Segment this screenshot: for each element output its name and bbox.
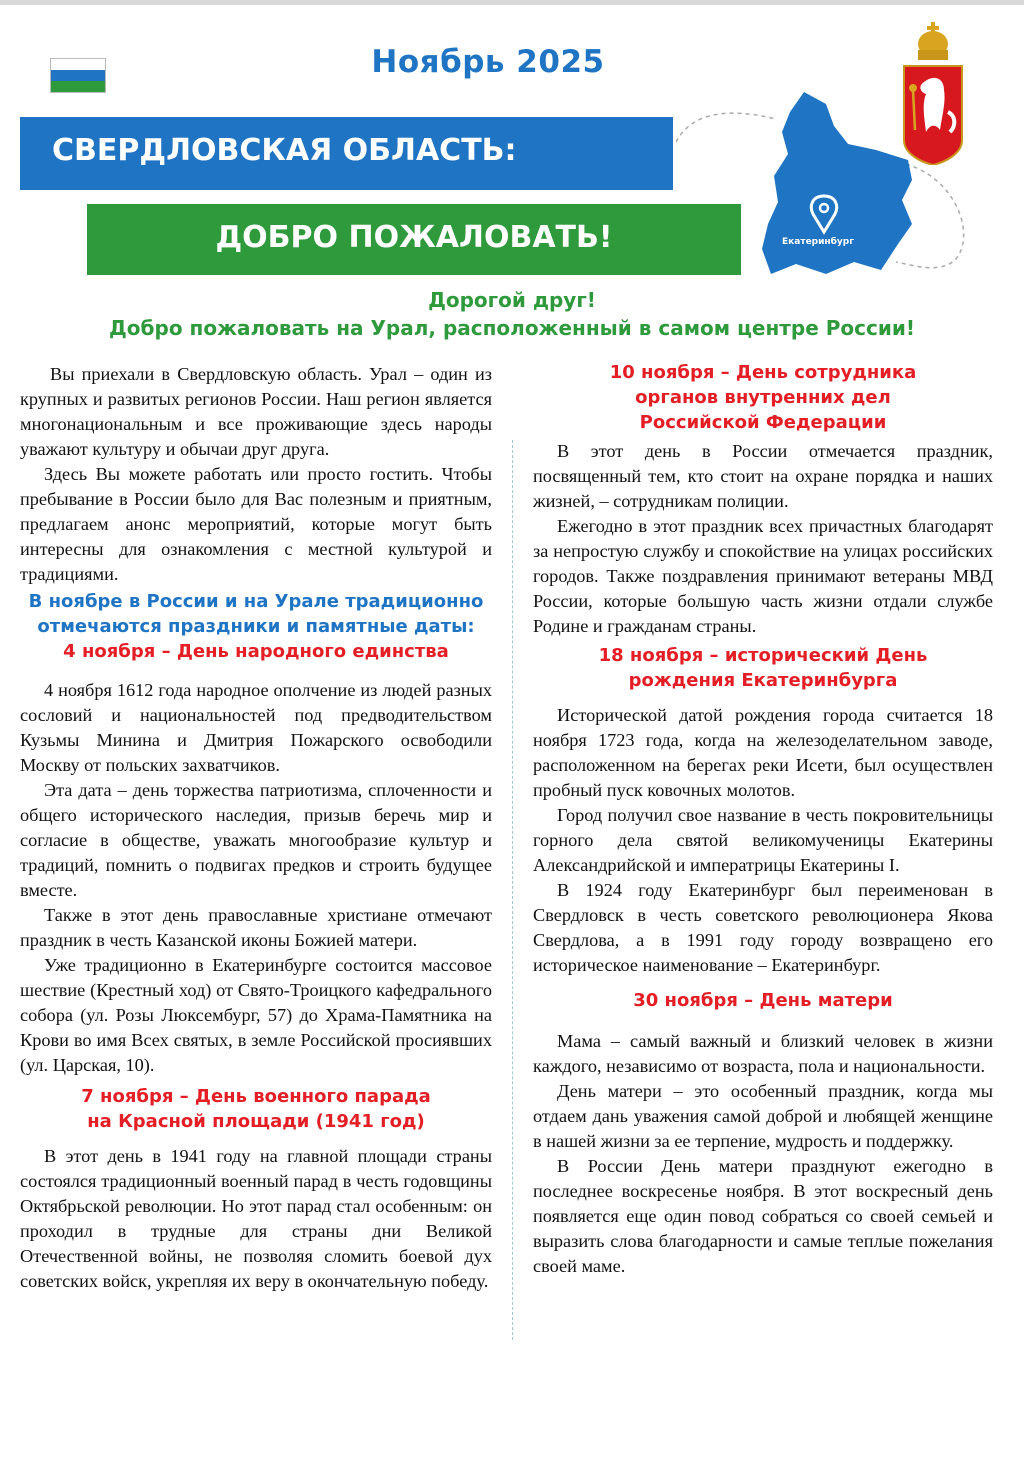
intro-paragraph: Вы приехали в Свердловскую область. Урал – один из крупных и развитых регионов России. Наш регион является многонациональным и все проживающие здесь народы уважают культуру и обычаи друг друга. [20,364,492,459]
section-title-nov18-line-2: рождения Екатеринбурга [628,670,898,691]
section-title-nov18-line-1: 18 ноября – исторический День [598,645,928,666]
column-divider [512,440,513,1340]
section-title-nov7 [20,1084,492,1134]
section-title-nov10-line-2: органов внутренних дел [635,387,891,408]
nov18-paragraph: В 1924 году Екатеринбург был переименован в Свердловск в честь советского революционера Якова Свердлова, а в 1991 году городу возвращено его историческое наименование – Екатеринбург. [533,880,993,975]
nov30-paragraph: В России День матери празднуют ежегодно в последнее воскресенье ноября. В этот воскресный день появляется еще один повод собраться со своей семьей и выразить слова благодарности и самые теплые пожелания своей маме. [533,1156,993,1276]
section-title-nov7-line-1: 7 ноября – День военного парада [81,1086,431,1107]
nov4-paragraph: Эта дата – день торжества патриотизма, сплоченности и общего исторического наследия, призыв беречь мир и согласие в обществе, уважать многообразие культур и традиций, помнить о подвигах предков и строить будущее вместе. [20,780,492,900]
greeting-line-1: Дорогой друг! [428,288,596,312]
nov4-paragraph: 4 ноября 1612 года народное ополчение из людей разных сословий и национальностей под предводительством Кузьмы Минина и Дмитрия Пожарского освободили Москву от польских захватчиков. [20,680,492,775]
nov10-paragraph: Ежегодно в этот праздник всех причастных благодарят за непростую службу и спокойствие на улицах российских городов. Также поздравления принимают ветераны МВД России, которые большую часть жизни отдали службе Родине и гражданам страны. [533,516,993,636]
nov7-paragraph: В этот день в 1941 году на главной площади страны состоялся традиционный военный парад в честь годовщины Октябрьской революции. Но этот парад стал особенным: он проходил в трудные для страны дни Великой Отечественной войны, не позволяя сломить боевой дух советских войск, укрепляя их веру в окончательную победу. [20,1146,492,1291]
nov10-paragraph: В этот день в России отмечается праздник, посвященный тем, кто стоит на охране порядка и наших жизней, – сотрудникам полиции. [533,441,993,511]
nov30-paragraph: Мама – самый важный и близкий человек в жизни каждого, независимо от возраста, пола и национальности. [533,1031,993,1076]
welcome-banner [87,204,741,275]
section-title-nov7-line-2: на Красной площади (1941 год) [87,1111,425,1132]
intro-paragraph: Здесь Вы можете работать или просто гостить. Чтобы пребывание в России было для Вас полезным и приятным, предлагаем анонс мероприятий, которые могут быть интересны для ознакомления с местной культурой и традициями. [20,464,492,584]
holidays-heading: В ноябре в России и на Урале традиционно отмечаются праздники и памятные даты: [28,591,484,637]
region-banner [20,117,673,190]
greeting-line-2: Добро пожаловать на Урал, расположенный в самом центре России! [108,316,915,340]
nov18-paragraph: Город получил свое название в честь покровительницы горного дела святой великомученицы Екатерины Александрийской и императрицы Екатерины I. [533,805,993,875]
right-column [533,360,993,1279]
left-column [20,362,492,1294]
month-title: Ноябрь 2025 [371,44,605,80]
top-border [0,0,1024,5]
map-city-label: Екатеринбург [782,237,854,247]
section-title-nov10-line-1: 10 ноября – День сотрудника [609,362,917,383]
nov18-paragraph: Исторической датой рождения города считается 18 ноября 1723 года, когда на железоделательном заводе, расположенном на берегах реки Исети, был осуществлен пробный пуск ковочных молотов. [533,705,993,800]
nov4-paragraph: Уже традиционно в Екатеринбурге состоится массовое шествие (Крестный ход) от Свято-Троицкого кафедрального собора (ул. Розы Люксембург, 57) до Храма-Памятника на Крови во имя Всех святых, в земле Российской просиявших (ул. Царская, 10). [20,955,492,1075]
coat-of-arms-icon [900,20,966,165]
section-title-nov18 [533,643,993,693]
nov4-paragraph: Также в этот день православные христиане отмечают праздник в честь Казанской иконы Божией матери. [20,905,492,950]
section-title-nov10 [533,360,993,435]
nov30-paragraph: День матери – это особенный праздник, когда мы отдаем дань уважения самой доброй и любящей женщине в нашей жизни за ее терпение, мудрость и поддержку. [533,1081,993,1151]
section-title-nov30: 30 ноября – День матери [633,990,893,1011]
region-banner-text: СВЕРДЛОВСКАЯ ОБЛАСТЬ: [52,133,517,168]
welcome-banner-text: ДОБРО ПОЖАЛОВАТЬ! [215,220,613,255]
section-title-nov10-line-3: Российской Федерации [639,412,887,433]
section-title-nov4: 4 ноября – День народного единства [63,641,449,662]
